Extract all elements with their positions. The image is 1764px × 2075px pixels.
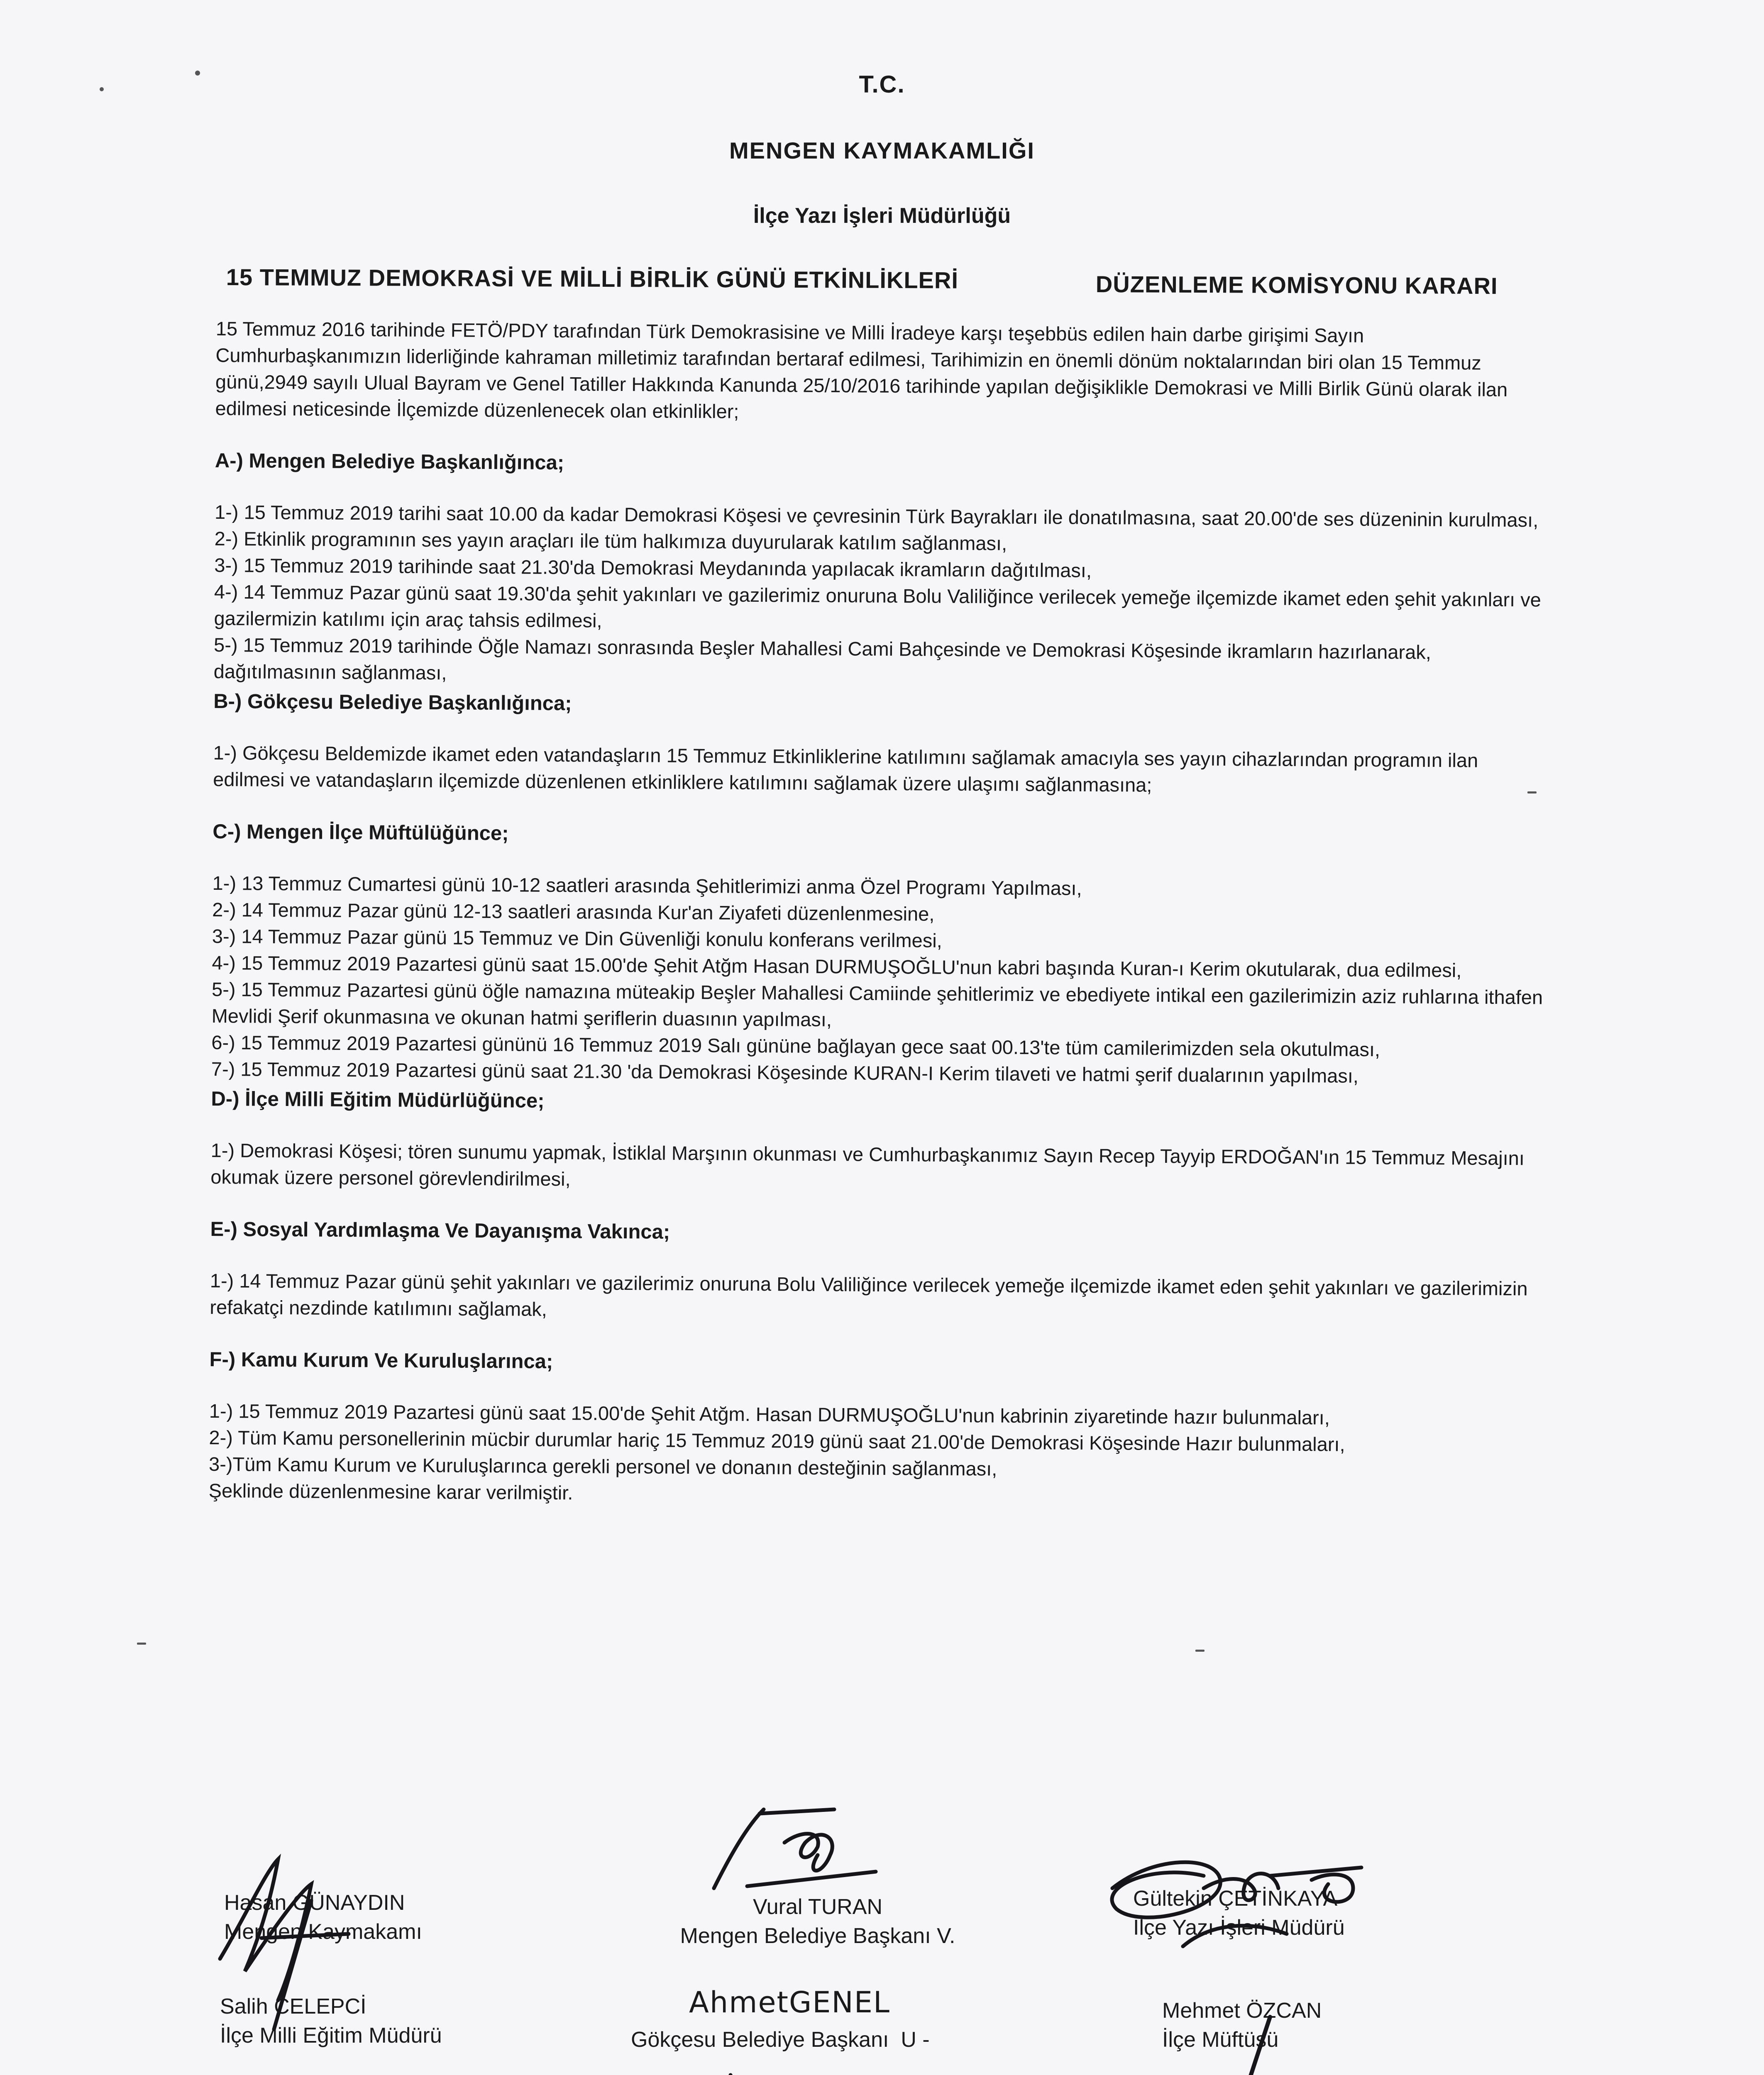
list-item: 3-)Tüm Kamu Kurum ve Kuruluşlarınca gerekli personel ve donanın desteğinin sağlanması,	[208, 1452, 997, 1480]
list-item: 7-) 15 Temmuz 2019 Pazartesi günü saat 21.30 'da Demokrasi Köşesinde KURAN-I Kerim tilaveti ve hatmi şerif dualarının yapılması,	[211, 1057, 1359, 1087]
signatory-name: Gültekin ÇETİNKAYA	[1133, 1887, 1338, 1911]
signature-gokcesu-mayor	[656, 2050, 872, 2075]
handwritten-name-note: AhmetGENEL	[689, 1985, 891, 2019]
list-item: 5-) 15 Temmuz 2019 tarihinde Öğle Namazı sonrasında Beşler Mahallesi Cami Bahçesinde ve Demokrasi Köşesinde ikramların hazırlanarak, dağıtılmasının sağlanması,	[213, 633, 1432, 684]
section-d	[210, 1086, 1543, 1199]
document-body	[209, 315, 1548, 1512]
section-title: B-) Gökçesu Belediye Başkanlığınca;	[213, 690, 572, 715]
signatory-title: İlçe Müftüsü	[1162, 2028, 1279, 2052]
section-c	[211, 818, 1545, 1091]
section-b	[213, 688, 1546, 801]
signatory-title: Gökçesu Belediye Başkanı U -	[631, 2028, 930, 2052]
list-item: 2-) Etkinlik programının ses yayın araçları ile tüm halkımıza duyurularak katılım sağlanması,	[214, 527, 1007, 554]
signature-kaymakam	[174, 1834, 423, 2050]
signatory-name: Mehmet ÖZCAN	[1162, 1999, 1322, 2023]
section-a	[214, 447, 1547, 693]
list-item: 5-) 15 Temmuz Pazartesi günü öğle namazına müteakip Beşler Mahallesi Camiinde şehitlerimiz ve ebediyete intikal een gazilerimizin aziz ruhlarına ithafen Mevlidi Şerif okunmasına ve okunan hatmi şeriflerin duasının yapılması,	[211, 978, 1543, 1031]
section-title: C-) Mengen İlçe Müftülüğünce;	[213, 820, 509, 845]
list-item: 3-) 15 Temmuz 2019 tarihinde saat 21.30'da Demokrasi Meydanında yapılacak ikramların dağıtılması,	[214, 554, 1092, 581]
list-item: 1-) 15 Temmuz 2019 tarihi saat 10.00 da kadar Demokrasi Köşesi ve çevresinin Türk Bayrakları ile donatılmasına, saat 20.00'de ses düzeninin kurulması,	[214, 500, 1539, 531]
item-list	[214, 499, 1547, 693]
signature-vural-turan	[697, 1793, 913, 1901]
list-item: 1-) Demokrasi Köşesi; tören sunumu yapmak, İstiklal Marşının okunması ve Cumhurbaşkanımız Sayın Recep Tayyip ERDOĞAN'ın 15 Temmuz Mesajını okumak üzere personel görevlendirilmesi,	[210, 1139, 1525, 1190]
header-republic: T.C.	[859, 71, 905, 98]
intro-paragraph: 15 Temmuz 2016 tarihinde FETÖ/PDY tarafından Türk Demokrasisine ve Milli İradeye karşı teşebbüs edilen hain darbe girişimi Sayın Cumhurbaşkanımızın liderliğinde kahraman milletimiz tarafından bertaraf edilmesi, Tarihimizin en önemli dönüm noktalarından biri olan 15 Temmuz günü,2949 sayılı Ulual Bayram ve Genel Tatiller Hakkında Kanunda 25/10/2016 tarihinde yapılan değişiklikle Demokrasi ve Milli Birlik Günü olarak ilan edilmesi neticesinde İlçemizde düzenlenecek olan etkinlikler;	[215, 317, 1508, 422]
list-item: 2-) 14 Temmuz Pazar günü 12-13 saatleri arasında Kur'an Ziyafeti düzenlenmesine,	[212, 898, 935, 925]
signature-cetinkaya	[1079, 1838, 1403, 1988]
list-item: 1-) 14 Temmuz Pazar günü şehit yakınları ve gazilerimiz onuruna Bolu Valiliğince verilecek yemeğe ilçemizde ikamet eden şehit yakınları ve gazilerimizin refakatçi nezdinde katılımını sağlamak,	[210, 1269, 1528, 1320]
document-title: 15 TEMMUZ DEMOKRASİ VE MİLLİ BİRLİK GÜNÜ ETKİNLİKLERİ	[226, 264, 959, 293]
item-list	[210, 1137, 1543, 1199]
item-list	[209, 1398, 1542, 1486]
signatory-title: İlçe Yazı İşleri Müdürü	[1133, 1916, 1345, 1940]
section-title: F-) Kamu Kurum Ve Kuruluşlarınca;	[209, 1348, 553, 1373]
section-f	[209, 1346, 1542, 1512]
section-e	[210, 1216, 1542, 1329]
list-item: 1-) 15 Temmuz 2019 Pazartesi günü saat 15.00'de Şehit Atğm. Hasan DURMUŞOĞLU'nun kabrinin ziyaretinde hazır bulunmaları,	[209, 1399, 1330, 1429]
list-item: 3-) 14 Temmuz Pazar günü 15 Temmuz ve Din Güvenliği konulu konferans verilmesi,	[212, 925, 942, 952]
signatory-title: İlçe Milli Eğitim Müdürü	[220, 2024, 442, 2048]
item-list	[211, 870, 1545, 1091]
signatory-name: Salih CELEPCİ	[220, 1994, 366, 2019]
item-list	[210, 1267, 1542, 1329]
list-item: 2-) Tüm Kamu personellerinin mücbir durumlar hariç 15 Temmuz 2019 günü saat 21.00'de Demokrasi Köşesinde Hazır bulunmaları,	[209, 1426, 1345, 1455]
list-item: 1-) 13 Temmuz Cumartesi günü 10-12 saatleri arasında Şehitlerimizi anma Özel Programı Yapılması,	[212, 872, 1082, 899]
document-title-decision: DÜZENLEME KOMİSYONU KARARI	[1095, 271, 1498, 299]
signature-mufti	[1096, 2000, 1386, 2075]
header-office: MENGEN KAYMAKAMLIĞI	[729, 137, 1035, 164]
signatory-title: Mengen Belediye Başkanı V.	[680, 1924, 955, 1948]
signatory-name: Hasan GÜNAYDIN	[224, 1891, 405, 1915]
signatory-title: Mengen Kaymakamı	[224, 1920, 422, 1944]
signatory-mayor-deputy	[652, 1892, 984, 1950]
list-item: 1-) Gökçesu Beldemizde ikamet eden vatandaşların 15 Temmuz Etkinliklerine katılımını sağlamak amacıyla ses yayın cihazlarından programın ilan edilmesi ve vatandaşların ilçemizde düzenlenen etkinliklere katılımını sağlamak üzere ulaşımı sağlanmasına;	[213, 741, 1478, 796]
signatory-name: Vural TURAN	[753, 1895, 883, 1919]
section-title: D-) İlçe Milli Eğitim Müdürlüğünce;	[211, 1087, 545, 1112]
section-title: E-) Sosyal Yardımlaşma Ve Dayanışma Vakınca;	[210, 1218, 670, 1243]
section-title: A-) Mengen Belediye Başkanlığınca;	[215, 449, 564, 474]
scan-speck	[137, 1643, 146, 1645]
header-directorate: İlçe Yazı İşleri Müdürlüğü	[753, 204, 1011, 228]
scan-speck	[1195, 1650, 1205, 1652]
list-item: 4-) 15 Temmuz 2019 Pazartesi günü saat 15.00'de Şehit Atğm Hasan DURMUŞOĞLU'nun kabri başında Kuran-ı Kerim okutularak, dua edilmesi,	[212, 951, 1462, 981]
list-item: 4-) 14 Temmuz Pazar günü saat 19.30'da şehit yakınları ve gazilerimiz onuruna Bolu Valiliğince verilecek yemeğe ilçemizde ikamet eden şehit yakınları ve gazilermizin katılımı için araç tahsis edilmesi,	[214, 580, 1542, 632]
item-list	[213, 740, 1546, 801]
closing-sentence: Şeklinde düzenlenmesine karar verilmiştir.	[208, 1479, 573, 1504]
list-item: 6-) 15 Temmuz 2019 Pazartesi gününü 16 Temmuz 2019 Salı gününe bağlayan gece saat 00.13'te tüm camilerimizden sela okutulması,	[211, 1031, 1380, 1061]
